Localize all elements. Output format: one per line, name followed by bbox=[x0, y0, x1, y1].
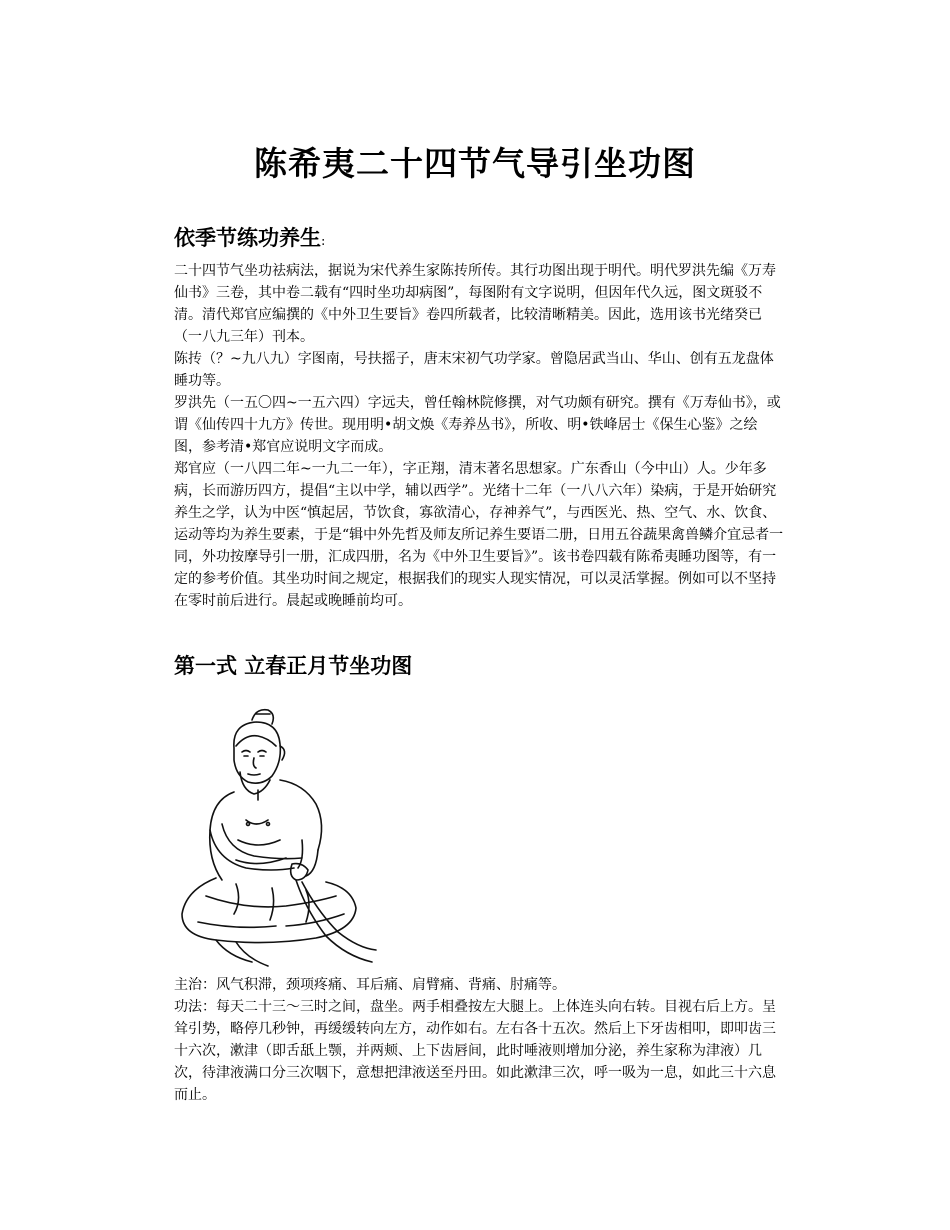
paragraph-zheng-guanying: 郑官应（一八四二年~一九二一年），字正翔，清末著名思想家。广东香山（今中山）人。少年多病，长而游历四方，提倡“主以中学，辅以西学”。光绪十二年（一八八六年）染病，于是开始研究养生之学，认为中医“慎起居，节饮食，寡欲清心，存神养气”，与西医光、热、空气、水、饮食、运动等均为养生要素，于是“辑中外先哲及师友所记养生要语二册，日用五谷蔬果禽兽鳞介宜忌者一同，外功按摩导引一册，汇成四册，名为《中外卫生要旨》”。该书卷四载有陈希夷睡功图等，有一定的参考价值。其坐功时间之规定，根据我们的现实人现实情况，可以灵活掌握。例如可以不坚持在零时前后进行。晨起或晚睡前均可。 bbox=[174, 461, 784, 609]
seated-figure-illustration bbox=[176, 700, 386, 972]
paragraph-method: 功法：每天二十三～三时之间，盘坐。两手相叠按左大腿上。上体连头向右转。目视右后上方。呈耸引势，略停几秒钟，再缓缓转向左方，动作如右。左右各十五次。然后上下牙齿相叩，即叩齿三十六次，漱津（即舌舐上颚，并两颊、上下齿唇间，此时唾液则增加分泌，养生家称为津液）几次，待津液满口分三次咽下，意想把津液送至丹田。如此漱津三次，呼一吸为一息，如此三十六息而止。 bbox=[174, 999, 776, 1103]
paragraph-intro: 二十四节气坐功祛病法，据说为宋代养生家陈抟所传。其行功图出现于明代。明代罗洪先编《万寿仙书》三卷，其中卷二载有“四时坐功却病图”，每图附有文字说明，但因年代久远，图文斑驳不清。清代郑官应编撰的《中外卫生要旨》卷四所载者，比较清晰精美。因此，选用该书光绪癸已（一八九三年）刊本。 bbox=[174, 263, 776, 345]
section-heading-seasonal bbox=[174, 222, 325, 252]
paragraph-luo-hongxian: 罗洪先（一五〇四~一五六四）字远夫，曾任翰林院修撰，对气功颇有研究。撰有《万寿仙书》，或谓《仙传四十九方》传世。现用明•胡文焕《寿养丛书》，所收、明•铁峰居士《保生心鉴》之绘图，参考清•郑官应说明文字而成。 bbox=[174, 395, 781, 455]
heading-colon: : bbox=[321, 234, 326, 249]
page-title: 陈希夷二十四节气导引坐功图 bbox=[254, 144, 696, 183]
section-heading-first-form: 第一式 立春正月节坐功图 bbox=[174, 653, 413, 678]
paragraph-chen-tuan: 陈抟（？~九八九）字图南，号扶摇子，唐末宋初气功学家。曾隐居武当山、华山、创有五龙盘体睡功等。 bbox=[174, 351, 774, 389]
paragraph-treats: 主治：风气积滞，颈项疼痛、耳后痛、肩臂痛、背痛、肘痛等。 bbox=[174, 977, 566, 993]
section-heading-text: 依季节练功养生 bbox=[174, 225, 321, 250]
